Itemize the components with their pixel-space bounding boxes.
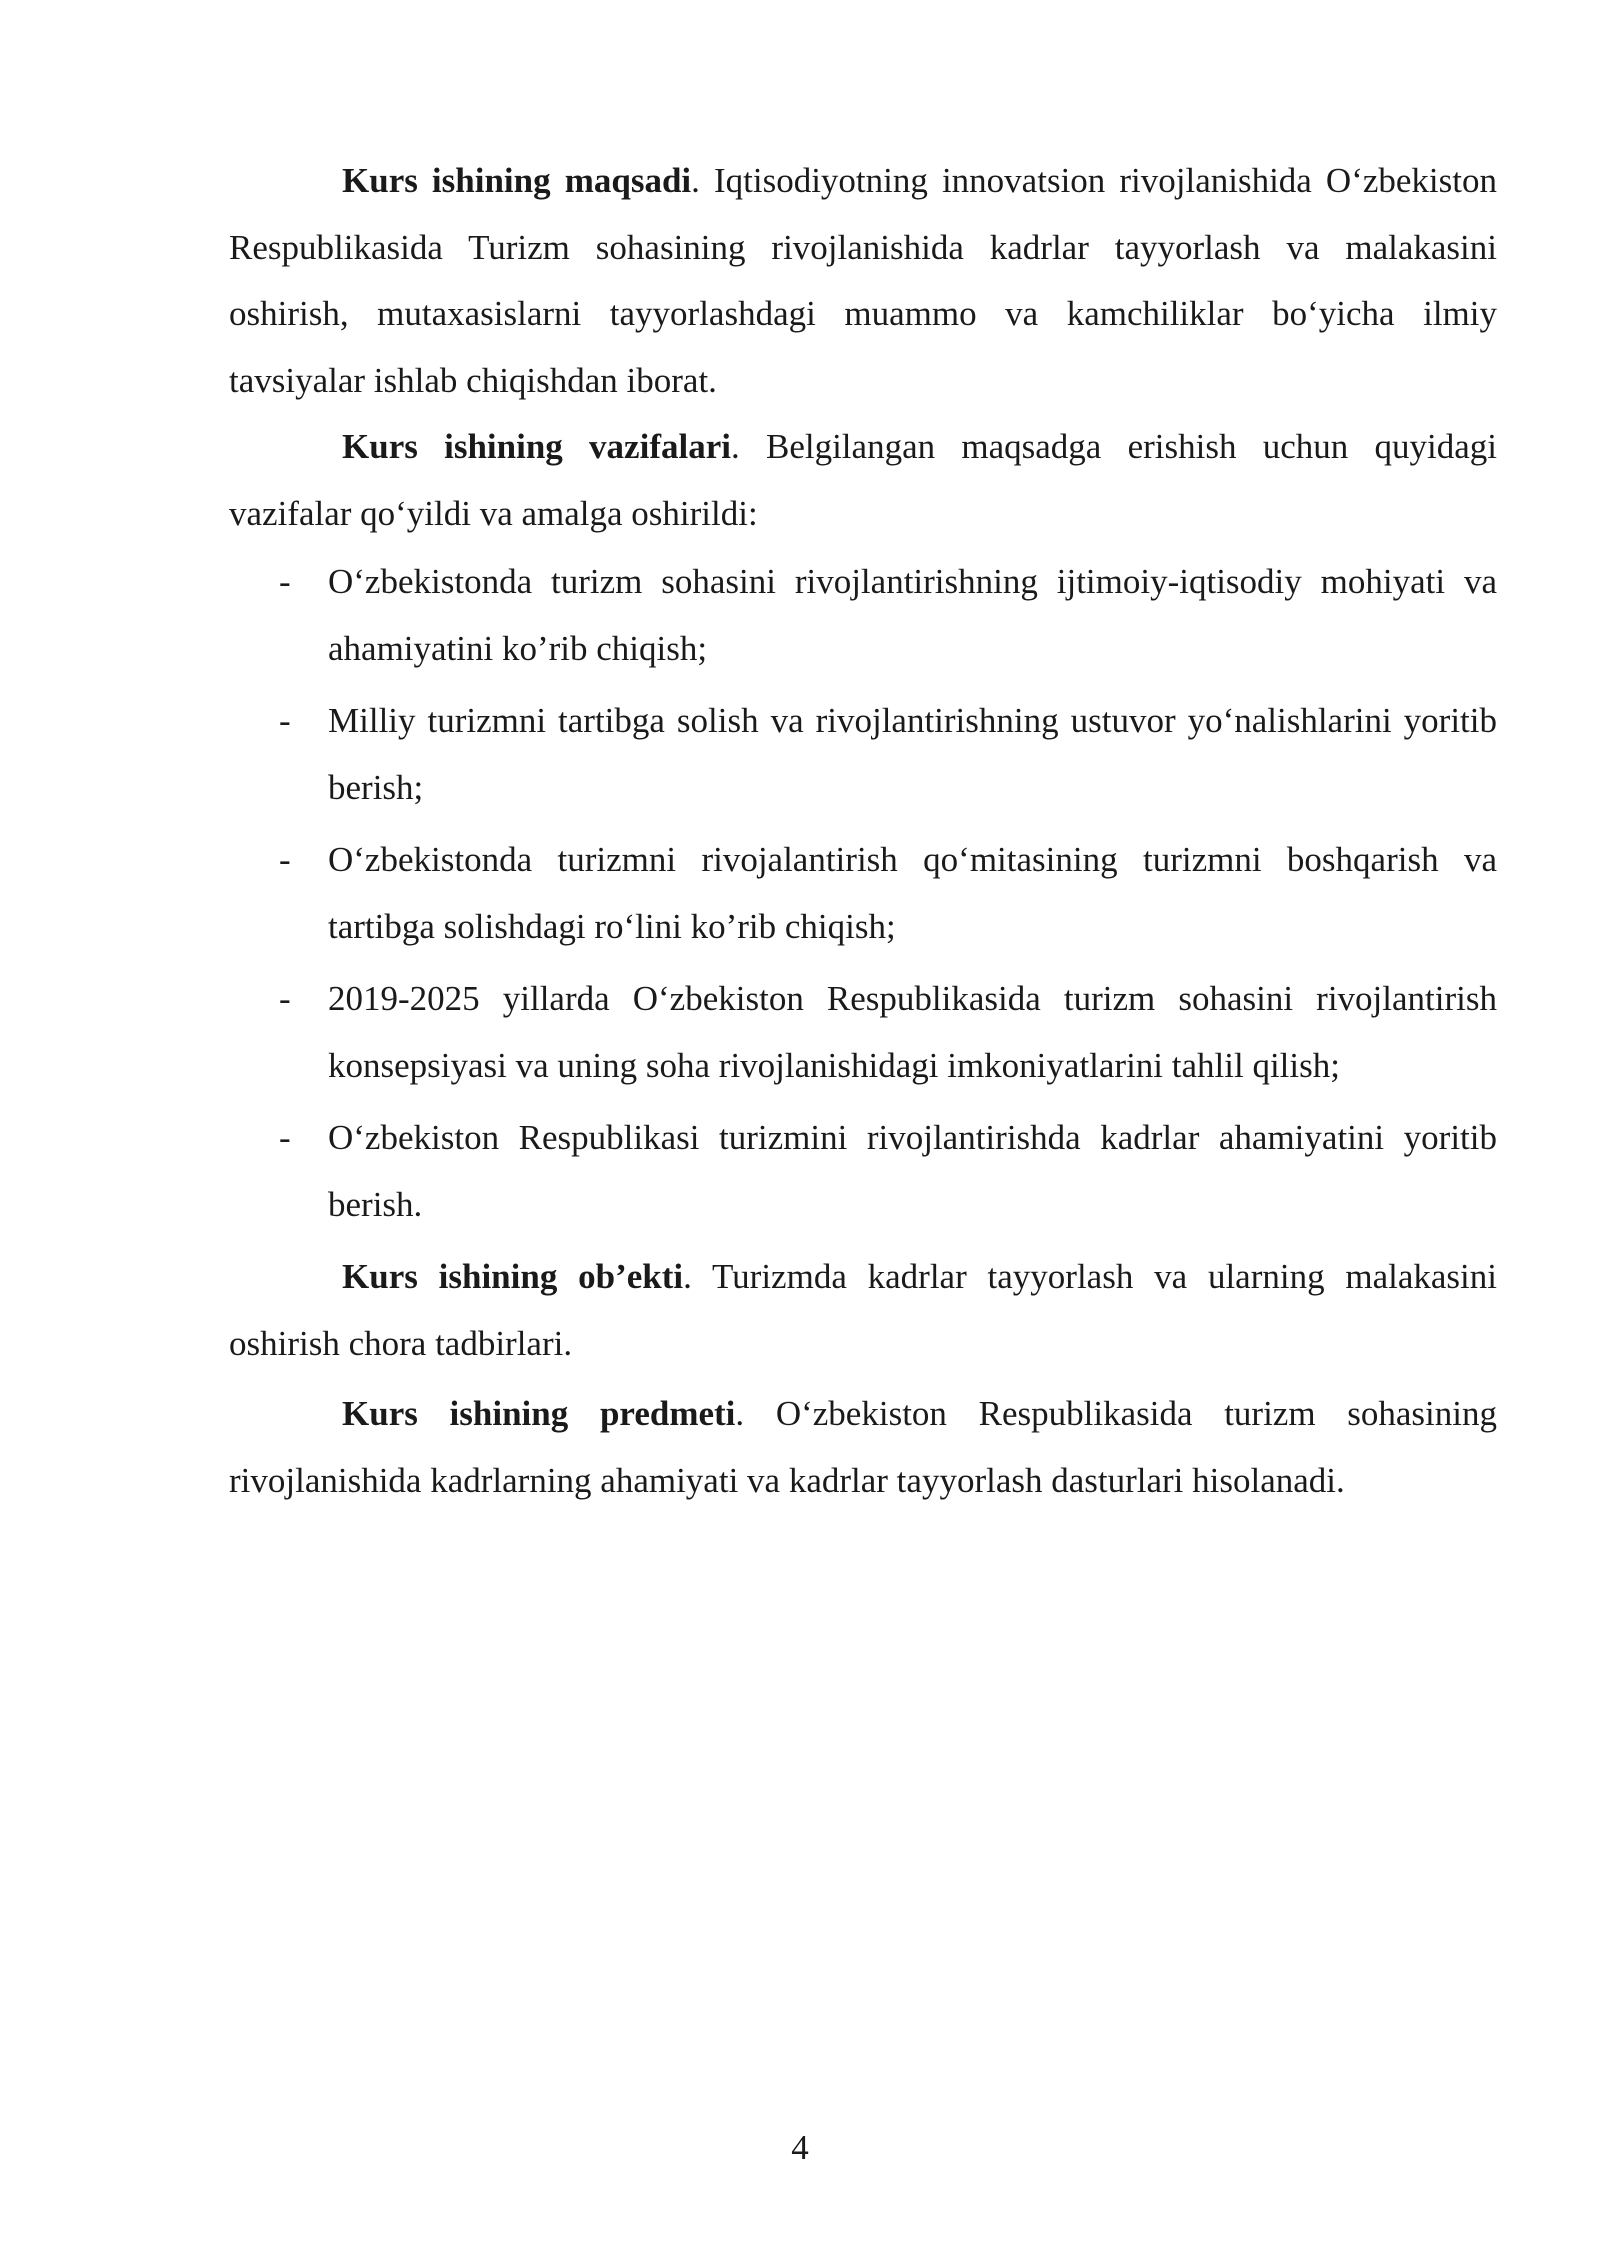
object-text: . Turizmda kadrlar tayyorlash va ularning malakasini oshirish chora tadbirlari. — [229, 1257, 1497, 1363]
list-marker: - — [279, 979, 291, 1018]
list-marker: - — [279, 701, 291, 740]
list-item-text: Milliy turizmni tartibga solish va rivojlantirishning ustuvor yo‘nalishlarini yoritib berish; — [328, 701, 1497, 807]
list-marker: - — [279, 1118, 291, 1157]
list-item-text: 2019-2025 yillarda O‘zbekiston Respublikasida turizm sohasini rivojlantirish konsepsiyasi va uning soha rivojlanishidagi imkoniyatlarini tahlil qilish; — [328, 979, 1497, 1085]
object-paragraph — [229, 1244, 1497, 1377]
list-item-text: O‘zbekistonda turizm sohasini rivojlantirishning ijtimoiy-iqtisodiy mohiyati va ahamiyatini ko’rib chiqish; — [328, 562, 1497, 668]
list-item — [229, 549, 1497, 682]
tasks-label: Kurs ishining vazifalari — [342, 427, 731, 466]
list-marker: - — [279, 840, 291, 879]
list-item — [229, 688, 1497, 821]
task-list — [229, 549, 1497, 1238]
page-number: 4 — [791, 2128, 809, 2167]
subject-label: Kurs ishining predmeti — [342, 1394, 736, 1433]
list-marker: - — [279, 562, 291, 601]
tasks-text: . Belgilangan maqsadga erishish uchun quyidagi vazifalar qo‘yildi va amalga oshirildi: — [229, 427, 1498, 533]
subject-paragraph — [229, 1381, 1497, 1514]
document-page — [229, 148, 1497, 1514]
list-item — [229, 1105, 1497, 1238]
list-item-text: O‘zbekiston Respublikasi turizmini rivojlantirishda kadrlar ahamiyatini yoritib berish. — [328, 1118, 1497, 1224]
list-item — [229, 827, 1497, 960]
list-item — [229, 966, 1497, 1099]
goal-label: Kurs ishining maqsadi — [342, 161, 692, 200]
subject-text: . O‘zbekiston Respublikasida turizm sohasining rivojlanishida kadrlarning ahamiyati va kadrlar tayyorlash dasturlari hisolanadi. — [229, 1394, 1497, 1500]
tasks-paragraph — [229, 414, 1497, 547]
list-item-text: O‘zbekistonda turizmni rivojalantirish qo‘mitasining turizmni boshqarish va tartibga solishdagi ro‘lini ko’rib chiqish; — [328, 840, 1497, 946]
object-label: Kurs ishining ob’ekti — [342, 1257, 684, 1296]
goal-paragraph — [229, 148, 1497, 414]
goal-text: . Iqtisodiyotning innovatsion rivojlanishida O‘zbekiston Respublikasida Turizm sohasining rivojlanishida kadrlar tayyorlash va malakasini oshirish, mutaxasislarni tayyorlashdagi muammo va kamchiliklar bo‘yicha ilmiy tavsiyalar ishlab chiqishdan iborat. — [229, 161, 1497, 400]
